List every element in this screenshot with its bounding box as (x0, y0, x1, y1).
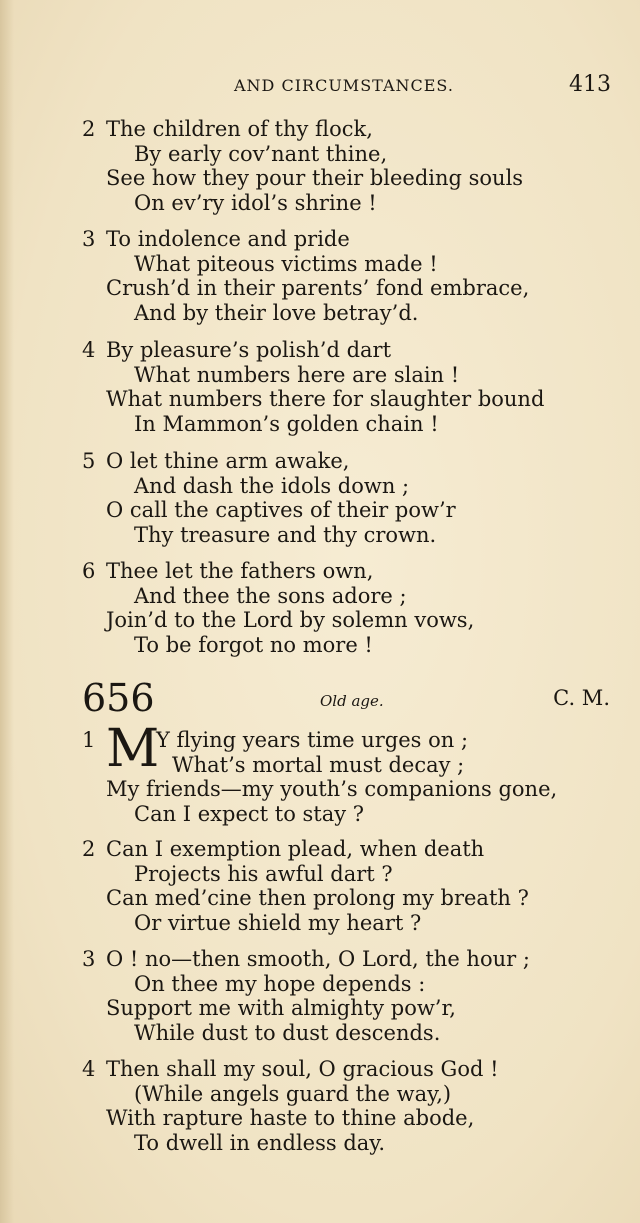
stanza (82, 449, 456, 547)
verse-line: Can I expect to stay ? (134, 801, 365, 826)
hymn-header (82, 676, 614, 720)
verse-line: Join’d to the Lord by solemn vows, (106, 608, 475, 633)
verse-line: O call the captives of their pow’r (106, 498, 456, 523)
verse-line: What’s mortal must decay ; (172, 752, 465, 777)
verse-line: Projects his awful dart ? (134, 861, 393, 886)
hymn-number: 656 (82, 676, 155, 720)
stanza-number: 4 (82, 1057, 96, 1081)
verse-line: What numbers there for slaughter bound (106, 387, 545, 412)
verse-line: Support me with almighty pow’r, (106, 996, 456, 1021)
stanza-number: 1 (82, 728, 96, 752)
verse-line: Can med’cine then prolong my breath ? (106, 886, 529, 911)
stanza-number: 4 (82, 338, 96, 362)
stanza (82, 1057, 499, 1155)
verse-line: What piteous victims made ! (134, 251, 438, 276)
verse-line: Crush’d in their parents’ fond embrace, (106, 276, 530, 301)
verse-line: And dash the idols down ; (134, 473, 410, 498)
verse-line: What numbers here are slain ! (134, 362, 460, 387)
verse-line: By pleasure’s polish’d dart (106, 338, 392, 362)
stanza-number: 3 (82, 947, 96, 971)
verse-line: My friends—my youth’s companions gone, (106, 777, 558, 802)
verse-line: To dwell in endless day. (134, 1130, 386, 1155)
stanza (82, 117, 523, 215)
page-number: 413 (569, 72, 611, 97)
verse-line: The children of thy flock, (106, 117, 373, 141)
stanza (82, 227, 529, 325)
verse-line: With rapture haste to thine abode, (106, 1106, 475, 1131)
hymn-meter: C. M. (553, 686, 610, 710)
running-head: AND CIRCUMSTANCES. (234, 76, 454, 95)
stanza (82, 338, 544, 436)
stanza (82, 559, 474, 657)
stanza-number: 3 (82, 227, 96, 251)
verse-line: And by their love betray’d. (134, 300, 419, 325)
verse-line: Then shall my soul, O gracious God ! (106, 1057, 499, 1081)
stanza-number: 6 (82, 559, 96, 583)
verse-line: O ! no—then smooth, O Lord, the hour ; (106, 947, 530, 971)
verse-line: Or virtue shield my heart ? (134, 910, 422, 935)
verse-line: Can I exemption plead, when death (106, 837, 485, 861)
drop-cap: M (106, 719, 160, 779)
verse-line: And thee the sons adore ; (134, 583, 407, 608)
verse-line: O let thine arm awake, (106, 449, 350, 473)
stanza (82, 947, 530, 1045)
stanza-number: 2 (82, 117, 96, 141)
stanza-number: 5 (82, 449, 96, 473)
verse-line: Thee let the fathers own, (106, 559, 374, 583)
verse-line: See how they pour their bleeding souls (106, 166, 524, 191)
verse-line: On thee my hope depends : (134, 971, 426, 996)
verse-line: (While angels guard the way,) (134, 1081, 452, 1106)
verse-line: While dust to dust descends. (134, 1020, 441, 1045)
verse-line: In Mammon’s golden chain ! (134, 411, 439, 436)
stanza (82, 719, 558, 826)
stanza (82, 837, 529, 935)
verse-line: On ev’ry idol’s shrine ! (134, 190, 377, 215)
verse-line: Thy treasure and thy crown. (134, 522, 437, 547)
stanza-number: 2 (82, 837, 96, 861)
verse-line: Y flying years time urges on ; (156, 728, 469, 752)
verse-line: To be forgot no more ! (134, 632, 373, 657)
hymn-title: Old age. (320, 692, 384, 710)
verse-line: To indolence and pride (106, 227, 350, 251)
verse-line: By early cov’nant thine, (134, 141, 388, 166)
page-gutter (0, 0, 14, 1223)
